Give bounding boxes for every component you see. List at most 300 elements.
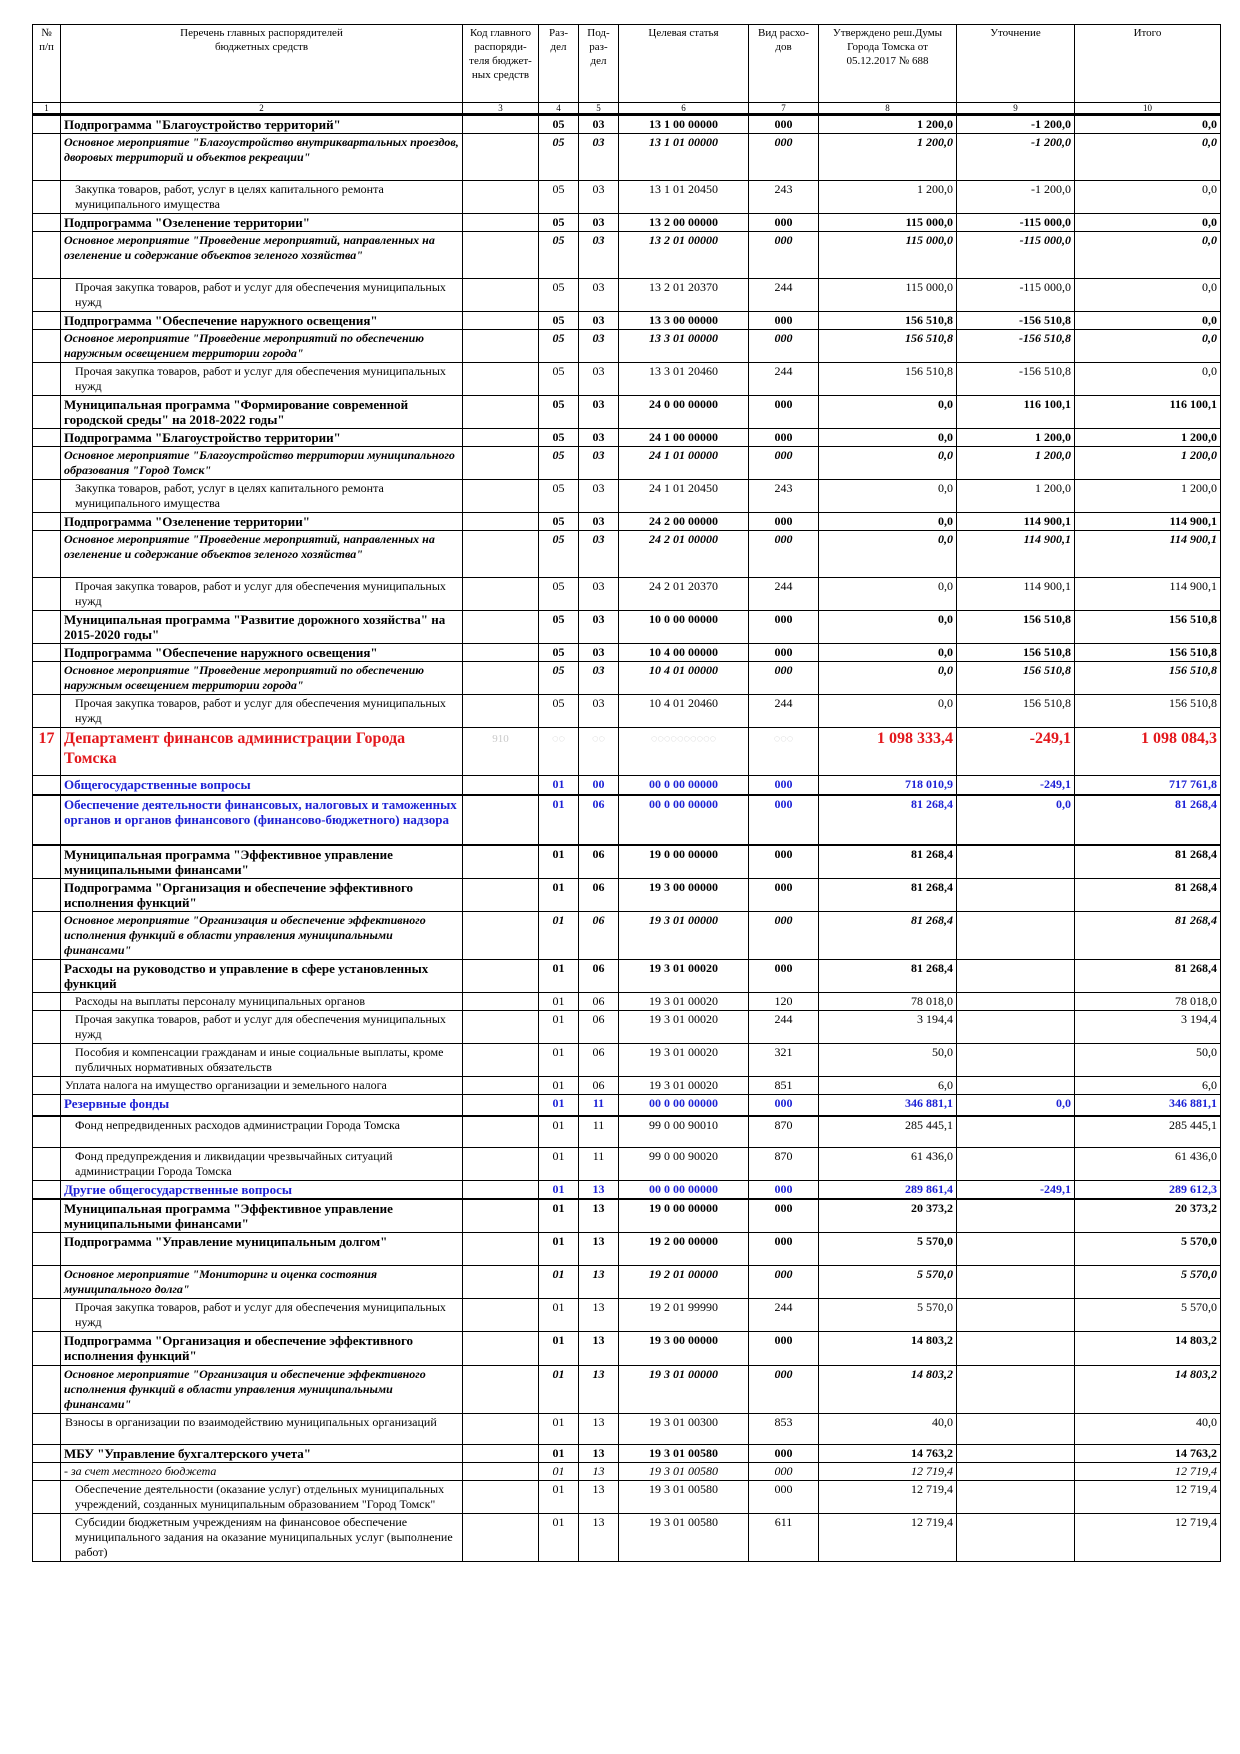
row-approved: 1 098 333,4 bbox=[819, 728, 957, 776]
row-name: Основное мероприятие "Организация и обеспечение эффективного исполнения функций в области управления муниципальными финансами" bbox=[61, 911, 463, 959]
row-razdel: 01 bbox=[539, 1076, 579, 1094]
row-approved: 81 268,4 bbox=[819, 795, 957, 845]
row-podrazdel: 13 bbox=[579, 1265, 619, 1298]
row-approved: 20 373,2 bbox=[819, 1199, 957, 1233]
row-total: 20 373,2 bbox=[1075, 1199, 1221, 1233]
row-main-code bbox=[463, 644, 539, 662]
row-change bbox=[957, 845, 1075, 879]
row-razdel: 01 bbox=[539, 1010, 579, 1043]
row-main-code bbox=[463, 330, 539, 363]
row-total: 12 719,4 bbox=[1075, 1513, 1221, 1561]
row-total: 0,0 bbox=[1075, 134, 1221, 181]
row-change: -1 200,0 bbox=[957, 134, 1075, 181]
row-number bbox=[33, 1010, 61, 1043]
row-main-code bbox=[463, 1116, 539, 1147]
table-row bbox=[33, 1076, 1221, 1094]
row-target-article: 13 3 01 00000 bbox=[619, 330, 749, 363]
row-approved: 0,0 bbox=[819, 662, 957, 695]
row-approved: 1 200,0 bbox=[819, 115, 957, 134]
row-expense-type: 000 bbox=[749, 611, 819, 644]
row-change: 156 510,8 bbox=[957, 644, 1075, 662]
row-podrazdel: 13 bbox=[579, 1365, 619, 1413]
column-number: 1 bbox=[33, 103, 61, 115]
row-razdel: 01 bbox=[539, 1331, 579, 1365]
row-main-code bbox=[463, 1298, 539, 1331]
table-row bbox=[33, 1513, 1221, 1561]
row-razdel: 01 bbox=[539, 911, 579, 959]
row-name: Основное мероприятие "Проведение мероприятий по обеспечению наружным освещением территории города" bbox=[61, 662, 463, 695]
row-name: Закупка товаров, работ, услуг в целях капитального ремонта муниципального имущества bbox=[61, 480, 463, 513]
row-razdel: ◌◌ bbox=[539, 728, 579, 776]
row-main-code bbox=[463, 1199, 539, 1233]
table-row bbox=[33, 695, 1221, 728]
row-total: 0,0 bbox=[1075, 363, 1221, 396]
row-expense-type: 000 bbox=[749, 1180, 819, 1199]
row-total: 114 900,1 bbox=[1075, 513, 1221, 531]
row-number bbox=[33, 1298, 61, 1331]
table-row bbox=[33, 662, 1221, 695]
row-change: -1 200,0 bbox=[957, 115, 1075, 134]
row-change bbox=[957, 1116, 1075, 1147]
row-target-article: 19 2 01 00000 bbox=[619, 1265, 749, 1298]
row-podrazdel: 03 bbox=[579, 578, 619, 611]
row-number bbox=[33, 115, 61, 134]
row-main-code bbox=[463, 611, 539, 644]
row-change bbox=[957, 1232, 1075, 1265]
row-target-article: 10 0 00 00000 bbox=[619, 611, 749, 644]
header-main-code: Код главного распоряди-теля бюджет-ных средств bbox=[463, 25, 539, 103]
row-main-code bbox=[463, 1094, 539, 1116]
row-approved: 1 200,0 bbox=[819, 134, 957, 181]
row-approved: 61 436,0 bbox=[819, 1147, 957, 1180]
row-podrazdel: 13 bbox=[579, 1180, 619, 1199]
row-total: 1 200,0 bbox=[1075, 429, 1221, 447]
row-podrazdel: 11 bbox=[579, 1147, 619, 1180]
row-change: -156 510,8 bbox=[957, 363, 1075, 396]
row-total: 0,0 bbox=[1075, 232, 1221, 279]
row-target-article: 13 1 01 20450 bbox=[619, 181, 749, 214]
row-expense-type: 870 bbox=[749, 1147, 819, 1180]
row-razdel: 01 bbox=[539, 878, 579, 911]
row-target-article: 19 3 01 00580 bbox=[619, 1462, 749, 1480]
row-podrazdel: 03 bbox=[579, 363, 619, 396]
row-change: -115 000,0 bbox=[957, 214, 1075, 232]
row-number bbox=[33, 795, 61, 845]
row-main-code bbox=[463, 531, 539, 578]
table-row bbox=[33, 878, 1221, 911]
row-number bbox=[33, 662, 61, 695]
table-row bbox=[33, 795, 1221, 845]
row-total: 81 268,4 bbox=[1075, 845, 1221, 879]
row-approved: 0,0 bbox=[819, 611, 957, 644]
row-name: Прочая закупка товаров, работ и услуг для обеспечения муниципальных нужд bbox=[61, 279, 463, 312]
table-row bbox=[33, 1199, 1221, 1233]
row-change bbox=[957, 1365, 1075, 1413]
row-name: Департамент финансов администрации Города Томска bbox=[61, 728, 463, 776]
row-target-article: 00 0 00 00000 bbox=[619, 795, 749, 845]
row-name: Субсидии бюджетным учреждениям на финансовое обеспечение муниципального задания на оказание муниципальных услуг (выполнение работ) bbox=[61, 1513, 463, 1561]
row-name: Подпрограмма "Благоустройство территории" bbox=[61, 429, 463, 447]
row-podrazdel: 03 bbox=[579, 115, 619, 134]
row-podrazdel: 03 bbox=[579, 429, 619, 447]
row-change: -156 510,8 bbox=[957, 312, 1075, 330]
row-change: -115 000,0 bbox=[957, 232, 1075, 279]
row-total: 156 510,8 bbox=[1075, 662, 1221, 695]
row-approved: 0,0 bbox=[819, 480, 957, 513]
row-podrazdel: 03 bbox=[579, 531, 619, 578]
row-podrazdel: 06 bbox=[579, 878, 619, 911]
row-main-code bbox=[463, 1076, 539, 1094]
row-number bbox=[33, 1116, 61, 1147]
row-approved: 0,0 bbox=[819, 396, 957, 429]
row-expense-type: 321 bbox=[749, 1043, 819, 1076]
row-total: 12 719,4 bbox=[1075, 1480, 1221, 1513]
row-total: 1 200,0 bbox=[1075, 447, 1221, 480]
table-row bbox=[33, 1043, 1221, 1076]
row-change bbox=[957, 1043, 1075, 1076]
row-razdel: 01 bbox=[539, 1462, 579, 1480]
row-podrazdel: 13 bbox=[579, 1462, 619, 1480]
row-expense-type: 851 bbox=[749, 1076, 819, 1094]
row-total: 0,0 bbox=[1075, 115, 1221, 134]
row-change bbox=[957, 1147, 1075, 1180]
row-change: 1 200,0 bbox=[957, 447, 1075, 480]
row-razdel: 01 bbox=[539, 1413, 579, 1444]
row-target-article: 13 2 01 20370 bbox=[619, 279, 749, 312]
header-target-article: Целевая статья bbox=[619, 25, 749, 103]
row-approved: 81 268,4 bbox=[819, 845, 957, 879]
row-name: Муниципальная программа "Эффективное управление муниципальными финансами" bbox=[61, 845, 463, 879]
row-podrazdel: 06 bbox=[579, 1010, 619, 1043]
row-total: 0,0 bbox=[1075, 330, 1221, 363]
table-row bbox=[33, 232, 1221, 279]
row-target-article: 13 1 00 00000 bbox=[619, 115, 749, 134]
row-total: 116 100,1 bbox=[1075, 396, 1221, 429]
row-expense-type: 000 bbox=[749, 1232, 819, 1265]
row-total: 0,0 bbox=[1075, 214, 1221, 232]
header-distributors-line2: бюджетных средств bbox=[214, 41, 309, 53]
row-number bbox=[33, 845, 61, 879]
row-name: Основное мероприятие "Благоустройство внутриквартальных проездов, дворовых территорий и объектов рекреации" bbox=[61, 134, 463, 181]
row-approved: 81 268,4 bbox=[819, 959, 957, 992]
row-target-article: 19 3 01 00020 bbox=[619, 1010, 749, 1043]
row-change: 116 100,1 bbox=[957, 396, 1075, 429]
row-razdel: 05 bbox=[539, 695, 579, 728]
row-main-code bbox=[463, 992, 539, 1010]
row-total: 114 900,1 bbox=[1075, 531, 1221, 578]
header-expense-type: Вид расхо-дов bbox=[749, 25, 819, 103]
row-name: Основное мероприятие "Проведение мероприятий, направленных на озеленение и содержание объектов зеленого хозяйства" bbox=[61, 531, 463, 578]
row-razdel: 05 bbox=[539, 363, 579, 396]
row-target-article: 00 0 00 00000 bbox=[619, 776, 749, 795]
row-number bbox=[33, 1147, 61, 1180]
row-main-code bbox=[463, 1180, 539, 1199]
row-name: Фонд непредвиденных расходов администрации Города Томска bbox=[61, 1116, 463, 1147]
row-main-code bbox=[463, 1462, 539, 1480]
row-name: Муниципальная программа "Эффективное управление муниципальными финансами" bbox=[61, 1199, 463, 1233]
row-total: 156 510,8 bbox=[1075, 695, 1221, 728]
row-podrazdel: ◌◌ bbox=[579, 728, 619, 776]
row-podrazdel: 03 bbox=[579, 513, 619, 531]
row-number bbox=[33, 959, 61, 992]
table-row bbox=[33, 134, 1221, 181]
row-total: 0,0 bbox=[1075, 312, 1221, 330]
row-total: 285 445,1 bbox=[1075, 1116, 1221, 1147]
table-row bbox=[33, 115, 1221, 134]
row-number bbox=[33, 531, 61, 578]
row-razdel: 01 bbox=[539, 1180, 579, 1199]
table-row bbox=[33, 1331, 1221, 1365]
row-main-code bbox=[463, 396, 539, 429]
row-approved: 81 268,4 bbox=[819, 878, 957, 911]
row-number bbox=[33, 279, 61, 312]
row-main-code bbox=[463, 1365, 539, 1413]
table-row bbox=[33, 396, 1221, 429]
row-number bbox=[33, 1076, 61, 1094]
table-row bbox=[33, 363, 1221, 396]
row-podrazdel: 03 bbox=[579, 644, 619, 662]
budget-sheet bbox=[32, 24, 1220, 1562]
table-row bbox=[33, 578, 1221, 611]
row-total: 1 200,0 bbox=[1075, 480, 1221, 513]
row-razdel: 01 bbox=[539, 1199, 579, 1233]
header-total: Итого bbox=[1075, 25, 1221, 103]
row-target-article: 99 0 00 90020 bbox=[619, 1147, 749, 1180]
row-main-code bbox=[463, 447, 539, 480]
row-main-code bbox=[463, 363, 539, 396]
row-target-article: 19 3 01 00580 bbox=[619, 1513, 749, 1561]
row-total: 40,0 bbox=[1075, 1413, 1221, 1444]
header-number: № п/п bbox=[33, 25, 61, 103]
row-podrazdel: 03 bbox=[579, 447, 619, 480]
row-expense-type: 870 bbox=[749, 1116, 819, 1147]
row-expense-type: 000 bbox=[749, 330, 819, 363]
row-total: 81 268,4 bbox=[1075, 878, 1221, 911]
table-row bbox=[33, 845, 1221, 879]
row-name: Подпрограмма "Благоустройство территорий" bbox=[61, 115, 463, 134]
row-razdel: 01 bbox=[539, 845, 579, 879]
table-row bbox=[33, 480, 1221, 513]
row-razdel: 05 bbox=[539, 181, 579, 214]
row-number bbox=[33, 578, 61, 611]
row-name: Основное мероприятие "Благоустройство территории муниципального образования "Город Томск" bbox=[61, 447, 463, 480]
row-expense-type: 000 bbox=[749, 776, 819, 795]
column-number: 6 bbox=[619, 103, 749, 115]
row-podrazdel: 00 bbox=[579, 776, 619, 795]
row-expense-type: 000 bbox=[749, 214, 819, 232]
row-name: Прочая закупка товаров, работ и услуг для обеспечения муниципальных нужд bbox=[61, 363, 463, 396]
row-change: 114 900,1 bbox=[957, 513, 1075, 531]
row-podrazdel: 13 bbox=[579, 1331, 619, 1365]
row-number bbox=[33, 1462, 61, 1480]
row-expense-type: 853 bbox=[749, 1413, 819, 1444]
row-total: 3 194,4 bbox=[1075, 1010, 1221, 1043]
row-name: Обеспечение деятельности (оказание услуг) отдельных муниципальных учреждений, созданных муниципальным образованием "Город Томск" bbox=[61, 1480, 463, 1513]
row-main-code bbox=[463, 115, 539, 134]
table-row bbox=[33, 911, 1221, 959]
row-expense-type: 244 bbox=[749, 695, 819, 728]
row-approved: 81 268,4 bbox=[819, 911, 957, 959]
row-target-article: 24 1 01 20450 bbox=[619, 480, 749, 513]
row-target-article: 13 2 01 00000 bbox=[619, 232, 749, 279]
row-approved: 718 010,9 bbox=[819, 776, 957, 795]
row-target-article: 99 0 00 90010 bbox=[619, 1116, 749, 1147]
row-main-code bbox=[463, 662, 539, 695]
row-podrazdel: 06 bbox=[579, 959, 619, 992]
row-razdel: 05 bbox=[539, 531, 579, 578]
row-razdel: 05 bbox=[539, 644, 579, 662]
row-number: 17 bbox=[33, 728, 61, 776]
row-approved: 285 445,1 bbox=[819, 1116, 957, 1147]
row-expense-type: 000 bbox=[749, 644, 819, 662]
row-name: Взносы в организации по взаимодействию муниципальных организаций bbox=[61, 1413, 463, 1444]
row-main-code bbox=[463, 795, 539, 845]
row-target-article: 19 3 01 00300 bbox=[619, 1413, 749, 1444]
row-razdel: 05 bbox=[539, 447, 579, 480]
table-row bbox=[33, 992, 1221, 1010]
row-total: 1 098 084,3 bbox=[1075, 728, 1221, 776]
row-target-article: 19 3 01 00020 bbox=[619, 959, 749, 992]
row-change bbox=[957, 1298, 1075, 1331]
row-expense-type: 243 bbox=[749, 181, 819, 214]
row-main-code bbox=[463, 1331, 539, 1365]
column-number: 4 bbox=[539, 103, 579, 115]
row-podrazdel: 03 bbox=[579, 279, 619, 312]
row-expense-type: 244 bbox=[749, 1298, 819, 1331]
table-row bbox=[33, 1116, 1221, 1147]
row-main-code bbox=[463, 134, 539, 181]
row-approved: 14 763,2 bbox=[819, 1444, 957, 1462]
row-expense-type: 244 bbox=[749, 1010, 819, 1043]
row-total: 14 803,2 bbox=[1075, 1331, 1221, 1365]
row-expense-type: 000 bbox=[749, 312, 819, 330]
row-name: Муниципальная программа "Развитие дорожного хозяйства" на 2015-2020 годы" bbox=[61, 611, 463, 644]
row-podrazdel: 03 bbox=[579, 611, 619, 644]
row-razdel: 01 bbox=[539, 959, 579, 992]
row-name: Прочая закупка товаров, работ и услуг для обеспечения муниципальных нужд bbox=[61, 1010, 463, 1043]
row-expense-type: 000 bbox=[749, 662, 819, 695]
row-podrazdel: 03 bbox=[579, 330, 619, 363]
row-target-article: 19 0 00 00000 bbox=[619, 845, 749, 879]
row-change bbox=[957, 1010, 1075, 1043]
budget-table bbox=[32, 24, 1221, 1562]
column-number: 2 bbox=[61, 103, 463, 115]
row-number bbox=[33, 363, 61, 396]
row-podrazdel: 06 bbox=[579, 1043, 619, 1076]
row-change bbox=[957, 1444, 1075, 1462]
row-change: 1 200,0 bbox=[957, 429, 1075, 447]
row-total: 114 900,1 bbox=[1075, 578, 1221, 611]
row-number bbox=[33, 513, 61, 531]
row-change bbox=[957, 1462, 1075, 1480]
row-approved: 14 803,2 bbox=[819, 1365, 957, 1413]
table-row bbox=[33, 447, 1221, 480]
row-number bbox=[33, 1444, 61, 1462]
row-approved: 12 719,4 bbox=[819, 1513, 957, 1561]
row-number bbox=[33, 911, 61, 959]
row-change: 0,0 bbox=[957, 795, 1075, 845]
row-change bbox=[957, 1199, 1075, 1233]
row-expense-type: 000 bbox=[749, 447, 819, 480]
row-change bbox=[957, 1076, 1075, 1094]
row-name: Подпрограмма "Обеспечение наружного освещения" bbox=[61, 644, 463, 662]
row-main-code bbox=[463, 480, 539, 513]
row-number bbox=[33, 992, 61, 1010]
row-target-article: 10 4 01 00000 bbox=[619, 662, 749, 695]
table-row bbox=[33, 1180, 1221, 1199]
row-main-code bbox=[463, 312, 539, 330]
row-expense-type: 000 bbox=[749, 1199, 819, 1233]
row-podrazdel: 03 bbox=[579, 662, 619, 695]
row-approved: 346 881,1 bbox=[819, 1094, 957, 1116]
row-podrazdel: 06 bbox=[579, 911, 619, 959]
row-total: 5 570,0 bbox=[1075, 1298, 1221, 1331]
row-razdel: 01 bbox=[539, 1365, 579, 1413]
row-razdel: 05 bbox=[539, 115, 579, 134]
row-podrazdel: 03 bbox=[579, 312, 619, 330]
row-target-article: 24 0 00 00000 bbox=[619, 396, 749, 429]
table-row bbox=[33, 312, 1221, 330]
row-razdel: 05 bbox=[539, 611, 579, 644]
row-approved: 50,0 bbox=[819, 1043, 957, 1076]
table-row bbox=[33, 728, 1221, 776]
row-change: -115 000,0 bbox=[957, 279, 1075, 312]
row-expense-type: 000 bbox=[749, 911, 819, 959]
row-target-article: 19 2 01 99990 bbox=[619, 1298, 749, 1331]
row-change: 114 900,1 bbox=[957, 578, 1075, 611]
row-total: 14 763,2 bbox=[1075, 1444, 1221, 1462]
row-razdel: 05 bbox=[539, 396, 579, 429]
row-number bbox=[33, 232, 61, 279]
row-name: Подпрограмма "Озеленение территории" bbox=[61, 513, 463, 531]
row-name: Основное мероприятие "Организация и обеспечение эффективного исполнения функций в области управления муниципальными финансами" bbox=[61, 1365, 463, 1413]
column-number: 9 bbox=[957, 103, 1075, 115]
row-razdel: 01 bbox=[539, 1232, 579, 1265]
row-expense-type: 243 bbox=[749, 480, 819, 513]
row-expense-type: 000 bbox=[749, 513, 819, 531]
row-name: Основное мероприятие "Проведение мероприятий, направленных на озеленение и содержание объектов зеленого хозяйства" bbox=[61, 232, 463, 279]
row-expense-type: 000 bbox=[749, 429, 819, 447]
row-number bbox=[33, 1331, 61, 1365]
row-name: Подпрограмма "Организация и обеспечение эффективного исполнения функций" bbox=[61, 1331, 463, 1365]
header-change: Уточнение bbox=[957, 25, 1075, 103]
row-number bbox=[33, 1180, 61, 1199]
row-total: 81 268,4 bbox=[1075, 911, 1221, 959]
row-expense-type: 000 bbox=[749, 115, 819, 134]
table-row bbox=[33, 1232, 1221, 1265]
row-target-article: 13 3 01 20460 bbox=[619, 363, 749, 396]
row-total: 0,0 bbox=[1075, 279, 1221, 312]
row-total: 156 510,8 bbox=[1075, 644, 1221, 662]
row-number bbox=[33, 312, 61, 330]
table-row bbox=[33, 429, 1221, 447]
row-razdel: 01 bbox=[539, 1480, 579, 1513]
row-number bbox=[33, 1413, 61, 1444]
row-podrazdel: 13 bbox=[579, 1413, 619, 1444]
table-row bbox=[33, 531, 1221, 578]
row-target-article: 13 2 00 00000 bbox=[619, 214, 749, 232]
row-approved: 40,0 bbox=[819, 1413, 957, 1444]
row-total: 81 268,4 bbox=[1075, 795, 1221, 845]
row-target-article: 24 1 01 00000 bbox=[619, 447, 749, 480]
row-razdel: 05 bbox=[539, 662, 579, 695]
row-target-article: 24 2 01 20370 bbox=[619, 578, 749, 611]
row-change: 156 510,8 bbox=[957, 611, 1075, 644]
row-name: Прочая закупка товаров, работ и услуг для обеспечения муниципальных нужд bbox=[61, 578, 463, 611]
table-row bbox=[33, 1010, 1221, 1043]
row-expense-type: 000 bbox=[749, 1480, 819, 1513]
row-razdel: 01 bbox=[539, 1265, 579, 1298]
